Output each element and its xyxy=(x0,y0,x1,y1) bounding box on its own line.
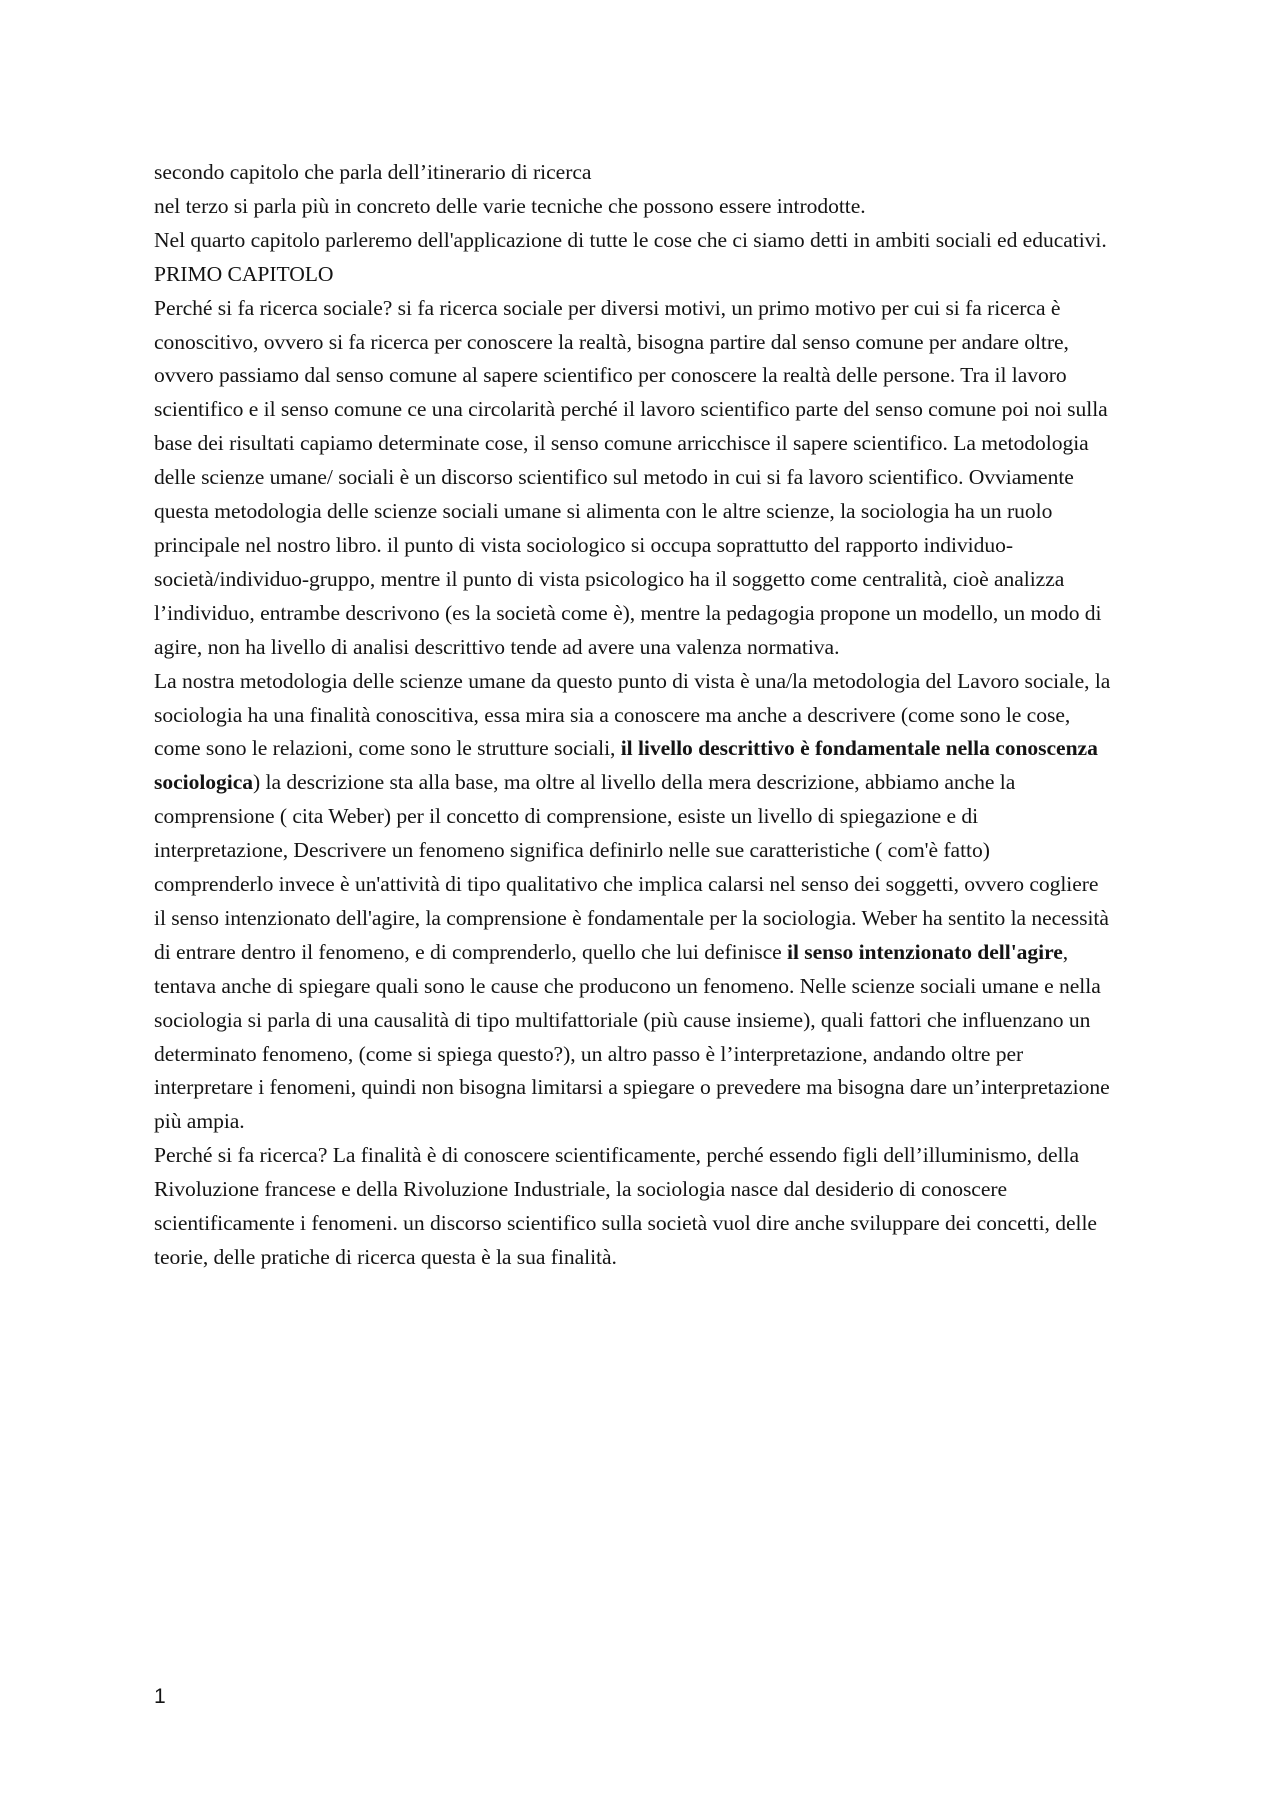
paragraph-why-social-research: Perché si fa ricerca sociale? si fa ricerca sociale per diversi motivi, un primo motivo per cui si fa ricerca è conoscitivo, ovvero si fa ricerca per conoscere la realtà, bisogna partire dal senso comune per andare oltre, ovvero passiamo dal senso comune al sapere scientifico per conoscere la realtà delle persone. Tra il lavoro scientifico e il senso comune ce una circolarità perché il lavoro scientifico parte del senso comune poi noi sulla base dei risultati capiamo determinate cose, il senso comune arricchisce il sapere scientifico. La metodologia delle scienze umane/ sociali è un discorso scientifico sul metodo in cui si fa lavoro scientifico. Ovviamente questa metodologia delle scienze sociali umane si alimenta con le altre scienze, la sociologia ha un ruolo principale nel nostro libro. il punto di vista sociologico si occupa soprattutto del rapporto individuo-società/individuo-gruppo, mentre il punto di vista psicologico ha il soggetto come centralità, cioè analizza l’individuo, entrambe descrivono (es la società come è), mentre la pedagogia propone un modello, un modo di agire, non ha livello di analisi descrittivo tende ad avere una valenza normativa. xyxy=(154,295,1108,659)
paragraph-chapter-four: Nel quarto capitolo parleremo dell'applicazione di tutte le cose che ci siamo detti in ambiti sociali ed educativi. xyxy=(154,227,1107,252)
section-heading: PRIMO CAPITOLO xyxy=(154,261,334,286)
paragraph-methodology xyxy=(154,665,1114,1140)
paragraph-chapter-three: nel terzo si parla più in concreto delle varie tecniche che possono essere introdotte. xyxy=(154,193,866,218)
page-number: 1 xyxy=(154,1685,166,1708)
bold-text-run: il senso intenzionato dell'agire xyxy=(787,939,1063,964)
bold-text-run: il livello descrittivo è fondamentale nella conoscenza sociologica xyxy=(154,736,1098,795)
text-run: , tentava anche di spiegare quali sono le cause che producono un fenomeno. Nelle scienze sociali umane e nella sociologia si parla di una causalità di tipo multifattoriale (più cause insieme), quali fattori che influenzano un determinato fenomeno, (come si spiega questo?), un altro passo è l’interpretazione, andando oltre per interpretare i fenomeni, quindi non bisogna limitarsi a spiegare o prevedere ma bisogna dare un’interpretazione più ampia. xyxy=(154,939,1110,1134)
text-run: La nostra metodologia delle scienze umane da questo punto di vista è una/la metodologia del Lavoro sociale, la sociologia ha una finalità conoscitiva, essa mira sia a conoscere ma anche a descrivere (come sono le cose, come sono le relazioni, come sono le strutture sociali, xyxy=(154,668,1111,761)
text-run: ) la descrizione sta alla base, ma oltre al livello della mera descrizione, abbiamo anche la comprensione ( cita Weber) per il concetto di comprensione, esiste un livello di spiegazione e di interpretazione, Descrivere un fenomeno significa definirlo nelle sue caratteristiche ( com'è fatto) comprenderlo invece è un'attività di tipo qualitativo che implica calarsi nel senso dei soggetti, ovvero cogliere il senso intenzionato dell'agire, la comprensione è fondamentale per la sociologia. Weber ha sentito la necessità di entrare dentro il fenomeno, e di comprenderlo, quello che lui definisce xyxy=(154,770,1109,964)
paragraph-chapter-two: secondo capitolo che parla dell’itinerario di ricerca xyxy=(154,160,592,184)
paragraph-research-purpose: Perché si fa ricerca? La finalità è di conoscere scientificamente, perché essendo figli dell’illuminismo, della Rivoluzione francese e della Rivoluzione Industriale, la sociologia nasce dal desiderio di conoscere scientificamente i fenomeni. un discorso scientifico sulla società vuol dire anche sviluppare dei concetti, delle teorie, delle pratiche di ricerca questa è la sua finalità. xyxy=(154,1143,1097,1269)
document-body xyxy=(154,156,1114,1275)
